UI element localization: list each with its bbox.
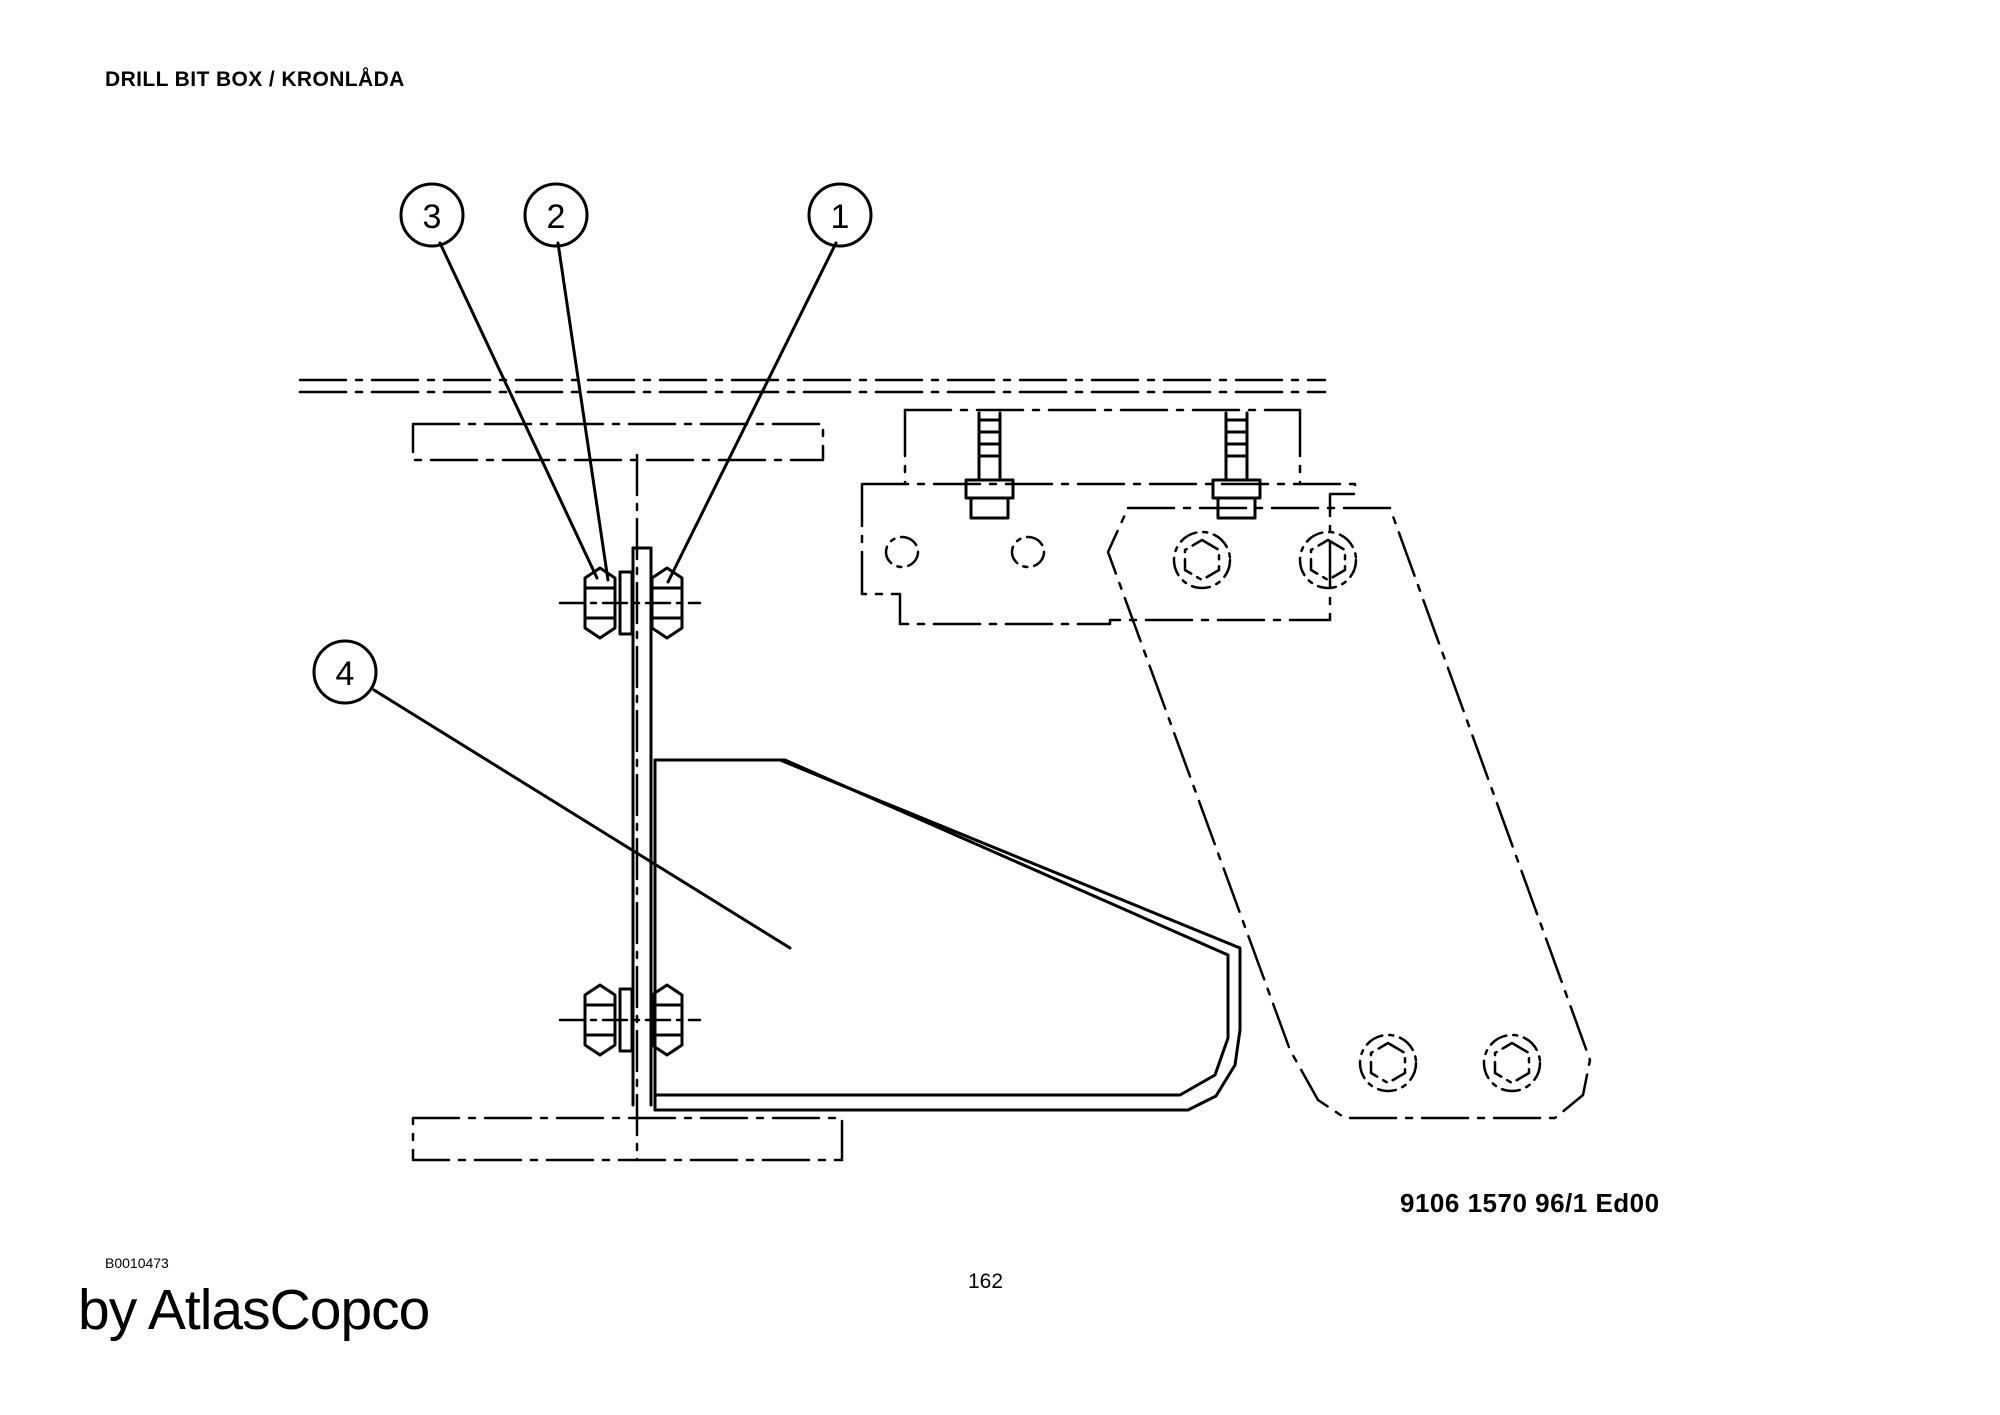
right-bolt-2: [1213, 413, 1260, 518]
balloon-label-3: 3: [422, 198, 442, 236]
phantom-lines: [300, 380, 1325, 392]
page-number: 162: [968, 1270, 1004, 1293]
bracket-outline: [655, 760, 1240, 1110]
lower-fastener-group: [560, 985, 700, 1055]
document-code: B0010473: [105, 1255, 169, 1271]
balloon-label-1: 1: [830, 198, 850, 236]
lower-left-phantom-box: [413, 1118, 842, 1160]
page-title: DRILL BIT BOX / KRONLÅDA: [105, 68, 405, 91]
balloons: [314, 184, 871, 703]
balloon-label-4: 4: [335, 655, 355, 693]
leader-lines: [374, 243, 836, 948]
leader-4: [374, 690, 790, 948]
upright-plate: [633, 548, 651, 1105]
leader-1: [668, 243, 836, 582]
upper-fastener-group: [560, 568, 700, 638]
brand-logo: by AtlasCopco: [78, 1278, 430, 1342]
projected-side-plate: [1108, 508, 1590, 1118]
balloon-label-2: 2: [546, 198, 566, 236]
top-view-holes: [886, 537, 1044, 567]
right-bolt-1: [966, 413, 1013, 518]
leader-3: [440, 243, 597, 578]
top-view-plate: [862, 410, 1355, 624]
part-number: 9106 1570 96/1 Ed00: [1400, 1188, 1660, 1218]
upper-left-phantom-box: [413, 424, 823, 460]
leader-2: [558, 243, 608, 580]
